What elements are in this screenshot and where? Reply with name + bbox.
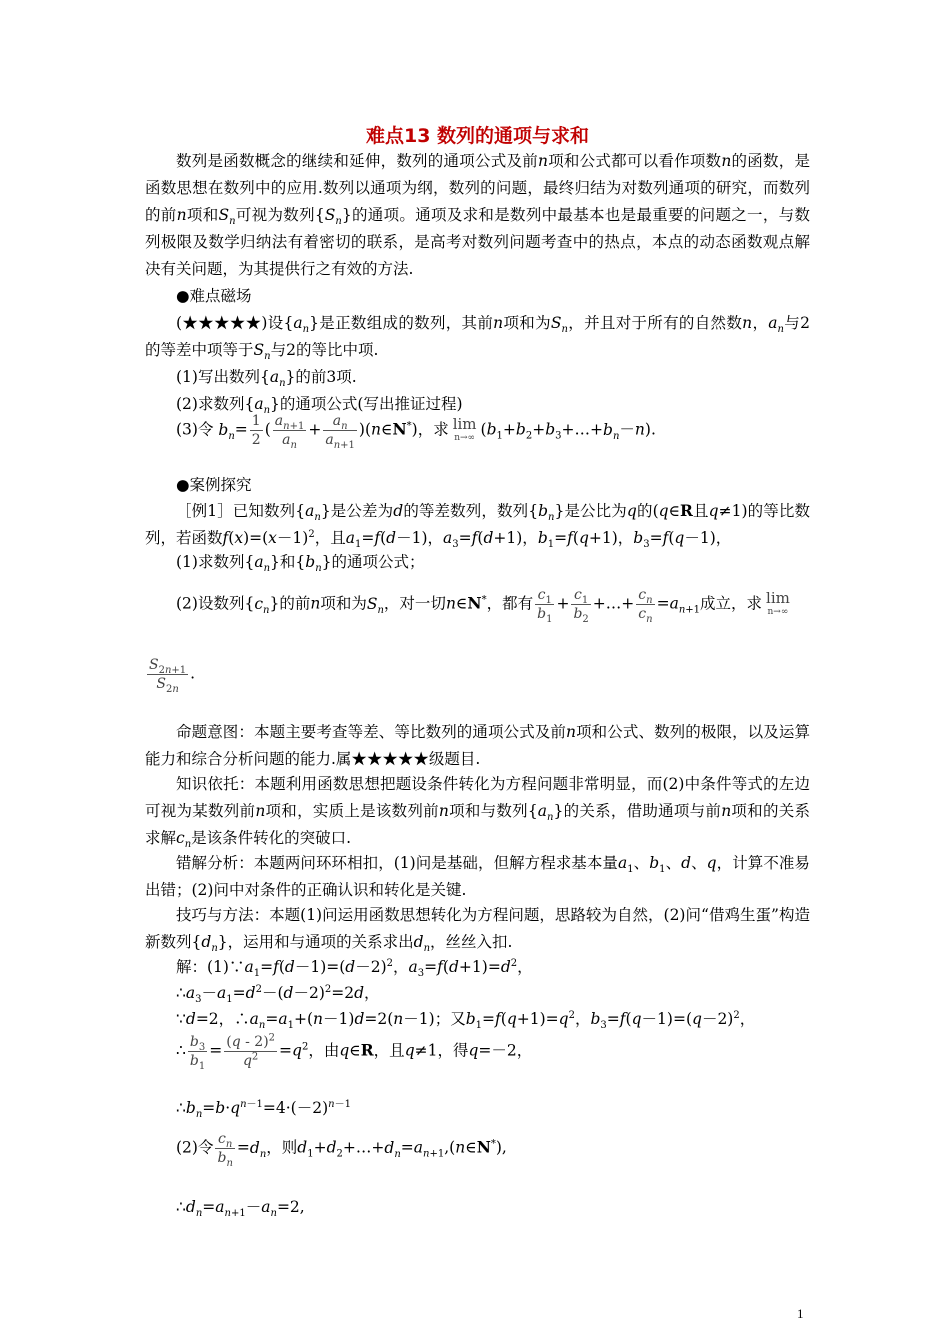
problem-statement: (★★★★★)设$\{a_n\}$是正数组成的数列，其前n项和为$S_n$，并且对于所有的自然数n，$a_n$与2的等差中项等于$S_n$与2的等比中项. xyxy=(145,314,810,363)
solution-line-1: 解：$(1)\because a_1=f(d-1)=(d-2)^2$，$a_3=f(d+1)=d^2$， xyxy=(176,957,533,980)
fraction-b3-b1: $\frac{b_3}{b_1}$ xyxy=(189,1034,206,1072)
limit-symbol-2: lim n→∞ xyxy=(766,588,790,617)
fraction-an1-an: $\frac{a_{n+1}}{a_n}$ xyxy=(274,413,305,451)
solution-line-3: ∵d=2，$\therefore a_n=a_1+(n-1)d=2(n-1)$；又$b_1=f(q+1)=q^2$，$b_3=f(q-1)=(q-2)^2$， xyxy=(176,1009,756,1032)
question-1: (1)写出数列$\{a_n\}$的前3项. xyxy=(176,368,357,390)
fraction-half: $\frac{1}{2}$ xyxy=(251,413,261,448)
fraction-s2n1-s2n: $\frac{S_{2n+1}}{S_{2n}}$ xyxy=(149,657,187,695)
fraction-an-an1: $\frac{a_n}{a_{n+1}}$ xyxy=(325,413,355,451)
intro-paragraph: 数列是函数概念的继续和延伸，数列的通项公式及前n项和公式都可以看作项数n的函数，是函数思想在数列中的应用.数列以通项为纲，数列的问题，最终归结为对数列通项的研究，而数列的前n项和$S_n$可视为数列$\{S_n\}$的通项。通项及求和是数列中最基本也是最重要的问题之一，与数列极限及数学归纳法有着密切的联系，是高考对数列问题考查中的热点，本点的动态函数观点解决有关问题，为其提供行之有效的方法. xyxy=(145,152,810,278)
page-number: 1 xyxy=(797,1306,804,1321)
error-analysis-paragraph: 错解分析：本题两问环环相扣，(1)问是基础，但解方程求基本量$a_1$、$b_1$、d、q，计算不准易出错；(2)问中对条件的正确认识和转化是关键. xyxy=(145,854,810,899)
section-heading-case-study: ●案例探究 xyxy=(176,476,252,494)
solution-line-2: $\therefore a_3-a_1=d^2-(d-2)^2=2d$， xyxy=(176,983,380,1006)
method-paragraph: 技巧与方法：本题(1)问运用函数思想转化为方程问题，思路较为自然，(2)问“借鸡生蛋”构造新数列$\{d_n\}$，运用和与通项的关系求出$d_n$，丝丝入扣. xyxy=(145,906,810,955)
solution-line-5: $\therefore b_n=b\cdot q^{n-1}=4\cdot(-2)^{n-1}$ xyxy=(176,1098,351,1121)
section-heading-difficulty: ●难点磁场 xyxy=(176,287,252,305)
limit-symbol: lim n→∞ xyxy=(452,414,477,443)
limit-fraction-line: $\frac{S_{2n+1}}{S_{2n}}$ . xyxy=(149,657,196,695)
page-title: 难点13 数列的通项与求和 xyxy=(365,125,590,147)
knowledge-paragraph: 知识依托：本题利用函数思想把题设条件转化为方程问题非常明显，而(2)中条件等式的左边可视为某数列前n项和，实质上是该数列前n项和与数列$\{a_n\}$的关系，借助通项与前n项和的关系求解$c_n$是该条件转化的突破口. xyxy=(145,775,810,851)
intent-paragraph: 命题意图：本题主要考查等差、等比数列的通项公式及前n项和公式、数列的极限，以及运算能力和综合分析问题的能力.属★★★★★级题目. xyxy=(145,723,810,768)
example-1-question-2: (2)设数列$\{c_n\}$的前n项和为$S_n$，对一切n∈N*，都有 $\frac{c_1}{b_1}$ + $\frac{c_1}{b_2}$ +…+ $\frac{c_n}{c_n}$ $=a_{n+1}$成立，求 lim n→∞ xyxy=(176,587,790,625)
solution-line-6: (2)令 $\frac{c_n}{b_n}$ $=d_n$，则$d_1+d_2+\dots+d_n=a_{n+1},(n\in N^*)$, xyxy=(176,1131,507,1169)
fraction-q-ratio: $\frac{(q - 2)^2}{q^2}$ xyxy=(226,1032,276,1069)
fraction-cn-bn: $\frac{c_n}{b_n}$ xyxy=(217,1131,233,1169)
example-1-question-1: (1)求数列$\{a_n\}$和$\{b_n\}$的通项公式； xyxy=(176,553,425,575)
solution-line-4: ∴ $\frac{b_3}{b_1}$ = $\frac{(q - 2)^2}{q^2}$ $=q^2$，由q∈R，且q≠1，得q=－2， xyxy=(176,1032,533,1072)
question-3: (3)令 $b_n=$ $\frac{1}{2}$ ( $\frac{a_{n+1}}{a_n}$ + $\frac{a_n}{a_{n+1}}$ )(n∈N*)，求 lim n→∞ $(b_1+b_2+b_3+\dots+b_n-n)$. xyxy=(176,413,656,451)
question-2: (2)求数列$\{a_n\}$的通项公式(写出推证过程) xyxy=(176,395,463,417)
fraction-c1-b1: $\frac{c_1}{b_1}$ xyxy=(537,587,553,625)
fraction-cn-cn: $\frac{c_n}{c_n}$ xyxy=(638,587,653,625)
example-1-statement: ［例1］已知数列$\{a_n\}$是公差为d的等差数列，数列$\{b_n\}$是公比为q的(q∈R且q≠1)的等比数列，若函数$f(x)=(x-1)^2$，且$a_1=f(d-1)$，$a_3=f(d+1)$，$b_1=f(q+1)$，$b_3=f(q-1)$， xyxy=(145,501,810,551)
solution-line-7: $\therefore d_n=a_{n+1}-a_n=2$, xyxy=(176,1198,305,1220)
fraction-c1-b2: $\frac{c_1}{b_2}$ xyxy=(573,587,589,625)
